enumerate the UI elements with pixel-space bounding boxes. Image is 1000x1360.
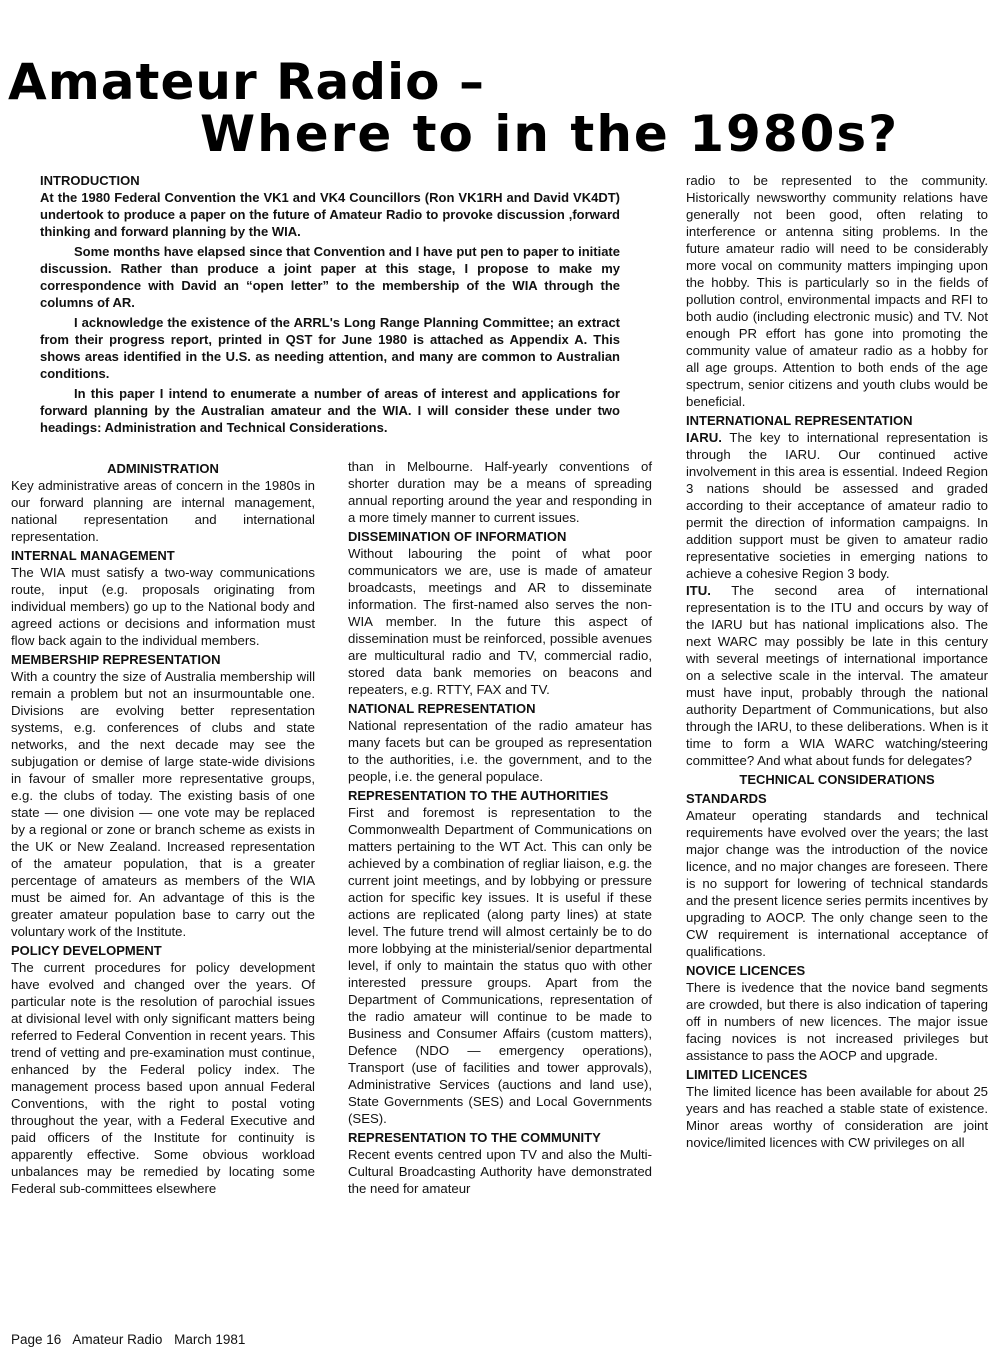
heading-limited-licences: LIMITED LICENCES [686,1067,808,1082]
intro-paragraph-4: In this paper I intend to enumerate a number of areas of interest and applications for forward planning by the Australian amateur and the WIA. I will consider these under two headings: Administration and Technical Considerations. [40,386,620,435]
introduction-section [40,172,620,436]
paragraph-standards: Amateur operating standards and technical requirements have evolved over the years; the last major change was the introduction of the novice licence, and no major changes are foreseen. There is no support for lowering of technical standards and the present licence series permits incentives by upgrading to AOCP. The only change seen to the CW requirement is international acceptance of qualifications. [686,808,988,959]
itu-lead: ITU. [686,583,711,598]
title-line-2: Where to in the 1980s? [200,105,900,163]
introduction-heading: INTRODUCTION [40,173,140,188]
paragraph-itu [686,582,988,769]
heading-dissemination: DISSEMINATION OF INFORMATION [348,529,567,544]
heading-representation-authorities: REPRESENTATION TO THE AUTHORITIES [348,788,609,803]
paragraph-representation-community: Recent events centred upon TV and also the Multi-Cultural Broadcasting Authority have demonstrated the need for amateur [348,1147,652,1196]
heading-standards: STANDARDS [686,791,767,806]
paragraph-representation-authorities: First and foremost is representation to the Commonwealth Department of Communications on matters pertaining to the WT Act. This can only be achieved by a combination of regliar liaison, e.g. the current joint meetings, and by lobbying or pressure action for specific key issues. It is useful if these actions are replicated (along party lines) at state level. The future trend will almost certainly be to do more lobbying at the ministerial/senior departmental level, if only to maintain the status quo with other interested pressure groups. Apart from the Department of Communications, representation of the radio amateur will continue to be made to Business and Consumer Affairs (custom matters), Defence (NDO — emergency operations), Transport (use of facilities and tower approvals), Administrative Services (auctions and land use), State Governments (SES) and Local Governments (SES). [348,805,652,1126]
column-2 [348,458,652,1197]
heading-administration: ADMINISTRATION [107,461,219,476]
paragraph-national-representation: National representation of the radio amateur has many facets but can be grouped as representation to the authorities, i.e. the government, and to the people, i.e. the general populace. [348,718,652,784]
page-number: Page 16 [11,1332,62,1347]
heading-policy-development: POLICY DEVELOPMENT [11,943,162,958]
paragraph-policy-development: The current procedures for policy development have evolved and changed over the years. Of particular note is the resolution of parochial issues at divisional level with only significant matters being referred to Federal Convention in recent years. This trend of vetting and pre-examination must continue, enhanced by the Federal policy index. The management process based upon annual Federal Conventions, with the right to postal voting throughout the year, with a Federal Executive and paid officers of the Institute for continuity is apparently effective. Some obvious workload unbalances may be remedied by locating some Federal sub-committees elsewhere [11,960,315,1196]
paragraph-policy-continued: than in Melbourne. Half-yearly conventions of shorter duration may be a means of spreading annual reporting around the year and responding in a more timely manner to current issues. [348,459,652,525]
paragraph-novice-licences: There is ivedence that the novice band segments are crowded, but there is also indication of tapering off in numbers of new licences. The major issue facing novices is not increased privileges but assistance to pass the AOCP and upgrade. [686,980,988,1063]
itu-text: The second area of international representation is to the ITU and occurs by way of the IARU but has national implications also. The next WARC may possibly be late in this century with several meetings of international importance on a selective scale in the interval. The amateur must have input, probably through the national authority Department of Communications, but also through the IARU, to these deliberations. When is it time to form a WIA WARC watching/steering committee? And what about funds for delegates? [686,583,988,768]
intro-paragraph-1: At the 1980 Federal Convention the VK1 and VK4 Councillors (Ron VK1RH and David VK4DT) undertook to produce a paper on the future of Amateur Radio to provoke discussion ,forward thinking and forward planning by the WIA. [40,190,620,239]
heading-national-representation: NATIONAL REPRESENTATION [348,701,536,716]
heading-novice-licences: NOVICE LICENCES [686,963,806,978]
iaru-text: The key to international representation is through the IARU. Our continued active involvement in this area is essential. Indeed Region 3 nations should be assessed and graded according to their acceptance of amateur radio to permit the direction of information campaigns. In addition support must be given to amateur radio representative societies in emerging nations to achieve a cohesive Region 3 body. [686,430,988,581]
paragraph-dissemination: Without labouring the point of what poor communicators we are, use is made of amateur broadcasts, meetings and AR to disseminate information. The first-named also serves the non-WIA member. In the future this aspect of dissemination must be reinforced, possible avenues are multicultural radio and TV, commercial radio, stored data bank memories on beacons and repeaters, e.g. RTTY, FAX and TV. [348,546,652,697]
issue-date: March 1981 [174,1332,246,1347]
paragraph-administration: Key administrative areas of concern in the 1980s in our forward planning are internal management, national representation and international representation. [11,478,315,544]
paragraph-internal-management: The WIA must satisfy a two-way communications route, input (e.g. proposals originating from individual members) go up to the National body and agreed actions or decisions and information must flow back again to the individual members. [11,565,315,648]
page-footer [11,1331,253,1349]
iaru-lead: IARU. [686,430,722,445]
column-3 [686,172,988,1151]
title-line-1: Amateur Radio – [8,53,485,111]
paragraph-iaru [686,429,988,582]
heading-internal-management: INTERNAL MANAGEMENT [11,548,175,563]
intro-paragraph-3: I acknowledge the existence of the ARRL's Long Range Planning Committee; an extract from their progress report, printed in QST for June 1980 is attached as Appendix A. This shows areas identified in the U.S. as needing attention, and many are common to Australian conditions. [40,315,620,381]
paragraph-limited-licences: The limited licence has been available for about 25 years and has reached a stable state of existence. Minor areas worthy of consideration are joint novice/limited licences with CW privileges on all [686,1084,988,1150]
intro-paragraph-2: Some months have elapsed since that Convention and I have put pen to paper to initiate discussion. Rather than produce a joint paper at this stage, I propose to make my correspondence with David an “open letter” to the membership of the WIA through the columns of AR. [40,244,620,310]
column-1 [11,458,315,1197]
heading-international-representation: INTERNATIONAL REPRESENTATION [686,413,913,428]
paragraph-community-continued: radio to be represented to the community. Historically newsworthy community relations have generally not been good, often relating to interference or antenna siting problems. In the future amateur radio will need to be considerably more vocal on community matters impinging upon the hobby. This is particularly so in the fields of pollution control, environmental impacts and RFI to both audio (including electronic music) and TV. Not enough PR effort has gone into promoting the community value of amateur radio as a hobby for all age groups. Attention to both ends of the age spectrum, senior citizens and youth clubs would be beneficial. [686,173,988,409]
publication-name: Amateur Radio [72,1332,163,1347]
heading-technical-considerations: TECHNICAL CONSIDERATIONS [739,772,935,787]
heading-representation-community: REPRESENTATION TO THE COMMUNITY [348,1130,601,1145]
heading-membership-representation: MEMBERSHIP REPRESENTATION [11,652,221,667]
paragraph-membership-representation: With a country the size of Australia membership will remain a problem but not an insurmountable one. Divisions are evolving better representation systems, e.g. conferences of clubs and state networks, and the next decade may see the subjugation or demise of large state-wide divisions in favour of smaller more representative groups, e.g. the clubs of today. The existing basis of one state — one division — one vote may be replaced by a regional or zone or branch scheme as exists in the UK or New Zealand. Increased representation of the amateur population, that is a greater percentage of amateurs as members of the WIA must be aimed for. An advantage of this is the greater amateur population base to carry out the voluntary work of the Institute. [11,669,315,939]
